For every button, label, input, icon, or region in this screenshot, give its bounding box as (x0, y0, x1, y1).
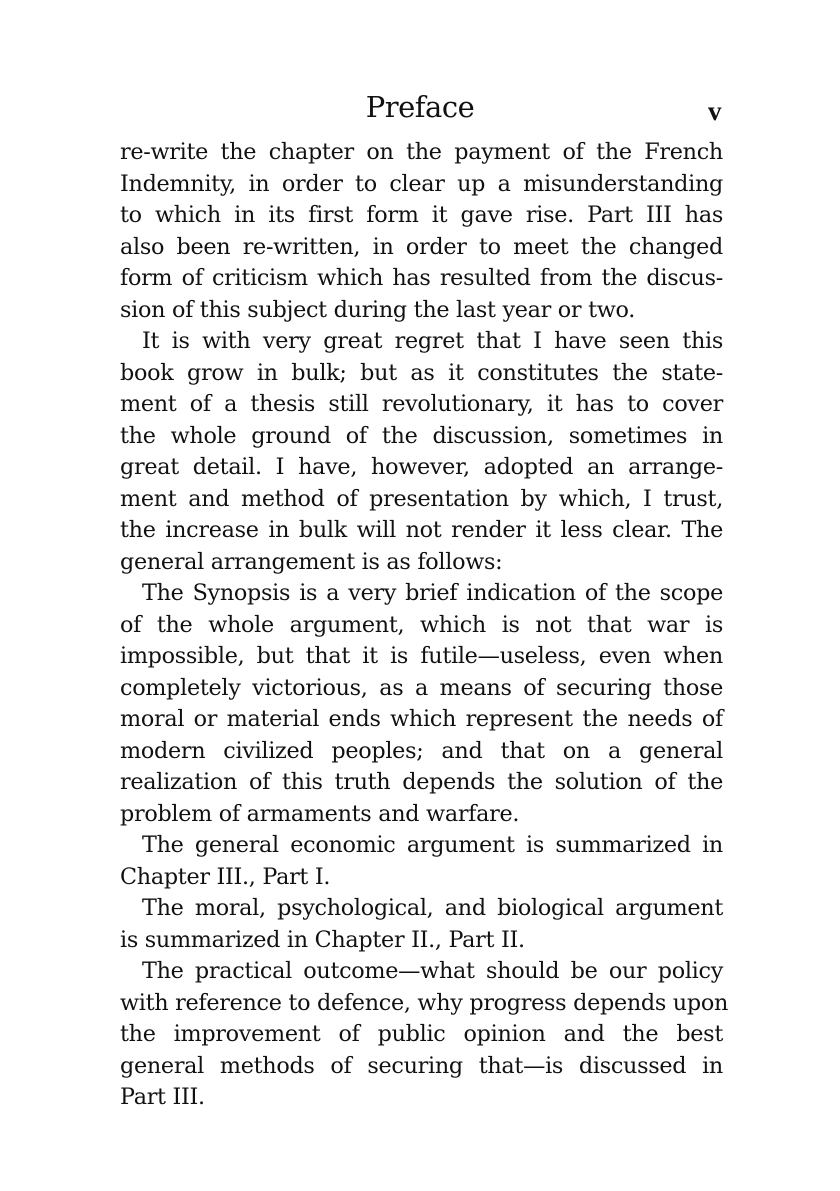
text-line: with reference to defence, why progress depends upon (120, 989, 729, 1016)
text-line: It is with very great regret that I have seen this (142, 328, 723, 354)
text-line: general arrangement is as follows: (120, 548, 503, 575)
text-line: completely victorious, as a means of securing those (120, 674, 723, 701)
text-line: of the whole argument, which is not that war is (120, 611, 723, 638)
running-head-title: Preface (365, 90, 475, 124)
text-line: The practical outcome—what should be our policy (142, 958, 723, 984)
text-line: moral or material ends which represent the needs of (120, 706, 723, 732)
text-line: problem of armaments and warfare. (120, 800, 520, 827)
page-number: v (708, 96, 722, 126)
text-line: great detail. I have, however, adopted an arrange- (120, 454, 723, 480)
text-line: The moral, psychological, and biological argument (142, 895, 723, 921)
text-line: sion of this subject during the last year or two. (120, 296, 636, 323)
body-text (120, 137, 729, 1114)
text-line: is summarized in Chapter II., Part II. (120, 926, 525, 953)
text-line: modern civilized peoples; and that on a general (120, 737, 723, 764)
text-line: form of criticism which has resulted from the discus- (120, 265, 723, 291)
text-line: book grow in bulk; but as it constitutes the state- (120, 359, 723, 386)
text-line: to which in its first form it gave rise. Part III has (120, 202, 723, 228)
text-line: also been re-written, in order to meet the changed (120, 233, 723, 260)
text-line: the whole ground of the discussion, sometimes in (120, 422, 723, 449)
text-line: re-write the chapter on the payment of the French (120, 139, 723, 165)
text-line: The Synopsis is a very brief indication of the scope (142, 580, 723, 606)
text-line: impossible, but that it is futile—useless, even when (120, 643, 723, 669)
text-line: ment and method of presentation by which, I trust, (120, 485, 723, 512)
text-line: general methods of securing that—is discussed in (120, 1052, 723, 1079)
text-line: the improvement of public opinion and the best (120, 1021, 723, 1047)
text-line: Part III. (120, 1084, 205, 1110)
text-line: Chapter III., Part I. (120, 863, 331, 890)
text-line: ment of a thesis still revolutionary, it has to cover (120, 391, 723, 417)
text-line: the increase in bulk will not render it less clear. The (120, 517, 723, 543)
text-line: realization of this truth depends the solution of the (120, 769, 723, 795)
text-line: Indemnity, in order to clear up a misunderstanding (120, 170, 723, 197)
text-line: The general economic argument is summarized in (142, 832, 723, 858)
